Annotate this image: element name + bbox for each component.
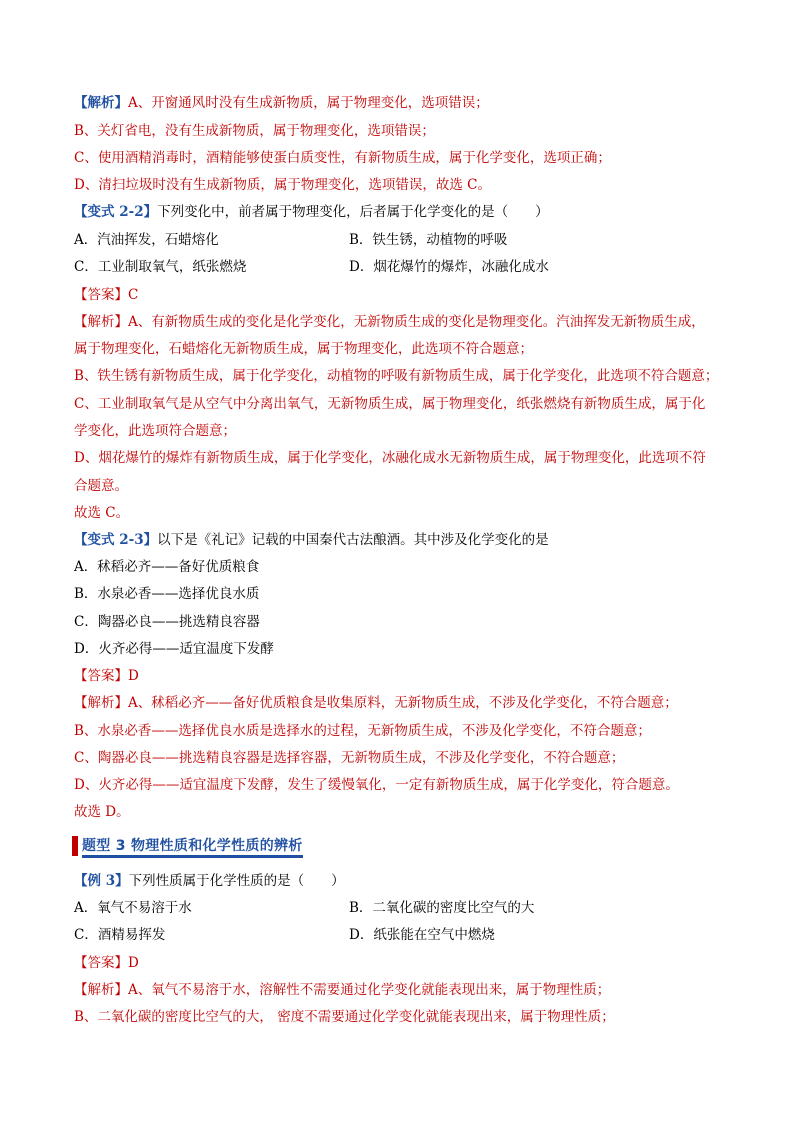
explanation-line (74, 93, 489, 113)
explanation-line: B、二氧化碳的密度比空气的大， 密度不需要通过化学变化就能表现出来，属于物理性质； (74, 1009, 615, 1025)
question-stem (74, 530, 549, 550)
explanation-line: D、清扫垃圾时没有生成新物质，属于物理变化，选项错误，故选 C。 (74, 177, 491, 193)
heading-bar (72, 836, 78, 856)
option-a: A．氧气不易溶于水 (74, 900, 192, 916)
explanation-line: 故选 C。 (74, 505, 130, 521)
explanation-line: B、关灯省电，没有生成新物质，属于物理变化，选项错误； (74, 123, 435, 139)
option-a: A．汽油挥发，石蜡熔化 (74, 232, 219, 248)
explanation-text: A、氧气不易溶于水，溶解性不需要通过化学变化就能表现出来，属于物理性质； (128, 982, 611, 998)
section-title: 题型 3 物理性质和化学性质的辨析 (82, 835, 303, 858)
option-a: A．秫稻必齐——备好优质粮食 (74, 559, 260, 575)
explanation-line: 属于物理变化，石蜡熔化无新物质生成，属于物理变化，此选项不符合题意； (74, 341, 533, 357)
section-heading (72, 836, 303, 856)
explanation-line: C、使用酒精消毒时，酒精能够使蛋白质变性，有新物质生成，属于化学变化，选项正确； (74, 150, 611, 166)
question-tag: 【变式 2-2】 (74, 204, 158, 220)
option-b: B．水泉必香——选择优良水质 (74, 586, 260, 602)
option-d: D．火齐必得——适宜温度下发酵 (74, 641, 274, 657)
answer: 【答案】D (74, 668, 139, 684)
option-b: B．铁生锈，动植物的呼吸 (349, 232, 508, 248)
question-tag: 【例 3】 (74, 873, 129, 889)
explanation-tag: 【解析】 (74, 695, 128, 711)
explanation-line: 学变化，此选项符合题意； (74, 423, 236, 439)
option-c: C．工业制取氧气，纸张燃烧 (74, 259, 247, 275)
option-d: D．纸张能在空气中燃烧 (349, 927, 495, 943)
explanation-line: 故选 D。 (74, 804, 130, 820)
answer: 【答案】C (74, 287, 139, 303)
question-text: 下列性质属于化学性质的是（ ） (128, 873, 345, 889)
explanation-tag: 【解析】 (74, 314, 128, 330)
question-text: 以下是《礼记》记载的中国秦代古法酿酒。其中涉及化学变化的是 (157, 532, 549, 548)
explanation-line (74, 980, 610, 1000)
explanation-text: A、有新物质生成的变化是化学变化，无新物质生成的变化是物理变化。汽油挥发无新物质生成， (128, 314, 705, 330)
answer: 【答案】D (74, 955, 139, 971)
explanation-line: B、水泉必香——选择优良水质是选择水的过程，无新物质生成，不涉及化学变化，不符合题意； (74, 723, 651, 739)
explanation-tag: 【解析】 (74, 95, 128, 111)
question-tag: 【变式 2-3】 (74, 532, 158, 548)
option-d: D．烟花爆竹的爆炸，冰融化成水 (349, 259, 549, 275)
explanation-line: C、工业制取氧气是从空气中分离出氧气，无新物质生成，属于物理变化，纸张燃烧有新物质生成，属于化 (74, 396, 706, 412)
explanation-line: C、陶器必良——挑选精良容器是选择容器，无新物质生成，不涉及化学变化，不符合题意； (74, 750, 625, 766)
explanation-tag: 【解析】 (74, 982, 128, 998)
question-text: 下列变化中，前者属于物理变化，后者属于化学变化的是（ ） (157, 204, 549, 220)
explanation-text: A、开窗通风时没有生成新物质，属于物理变化，选项错误； (128, 95, 489, 111)
option-c: C．酒精易挥发 (74, 927, 166, 943)
explanation-line: 合题意。 (74, 478, 128, 494)
question-stem (74, 202, 549, 222)
option-b: B．二氧化碳的密度比空气的大 (349, 900, 535, 916)
explanation-line: D、烟花爆竹的爆炸有新物质生成，属于化学变化，冰融化成水无新物质生成，属于物理变化，此选项不符 (74, 450, 706, 466)
explanation-line (74, 312, 705, 332)
question-stem (74, 871, 345, 891)
option-c: C．陶器必良——挑选精良容器 (74, 614, 260, 630)
explanation-line (74, 693, 678, 713)
explanation-text: A、秫稻必齐——备好优质粮食是收集原料，无新物质生成，不涉及化学变化，不符合题意； (128, 695, 678, 711)
explanation-line: D、火齐必得——适宜温度下发酵，发生了缓慢氧化，一定有新物质生成，属于化学变化，符合题意。 (74, 777, 679, 793)
explanation-line: B、铁生锈有新物质生成，属于化学变化，动植物的呼吸有新物质生成，属于化学变化，此选项不符合题意； (74, 368, 719, 384)
